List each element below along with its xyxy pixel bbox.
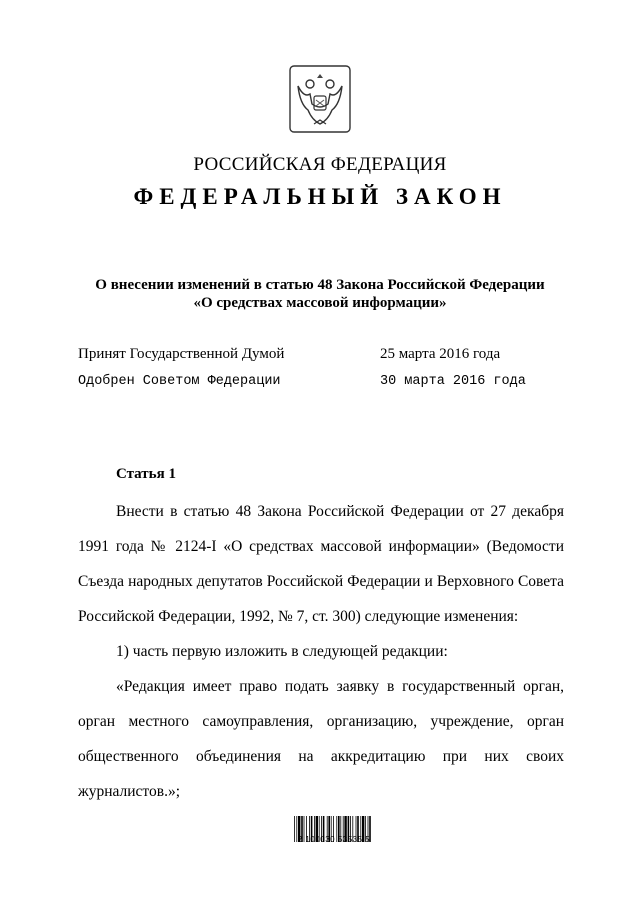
law-title-line1: О внесении изменений в статью 48 Закона Российской Федерации [95, 277, 545, 293]
council-label: Одобрен Советом Федерации [78, 374, 281, 389]
council-date: 30 марта 2016 года [380, 374, 526, 389]
law-title-line2: «О средствах массовой информации» [193, 295, 447, 311]
country-name: РОССИЙСКАЯ ФЕДЕРАЦИЯ [193, 154, 447, 175]
article-heading: Статья 1 [116, 466, 176, 482]
duma-date: 25 марта 2016 года [380, 346, 501, 362]
article-paragraph-2: 1) часть первую изложить в следующей редакции: [116, 643, 448, 660]
law-title [60, 276, 580, 312]
adoption-duma-row [78, 346, 558, 366]
article-paragraph-3: «Редакция имеет право подать заявку в государственный орган, орган местного самоуправления, организацию, учреждение, орган общественного объединения на аккредитацию при них своих журналистов.»; [78, 678, 564, 800]
coat-of-arms-icon [288, 64, 352, 136]
duma-label: Принят Государственной Думой [78, 346, 285, 362]
article-paragraph-1: Внести в статью 48 Закона Российской Федерации от 27 декабря 1991 года № 2124-I «О средствах массовой информации» (Ведомости Съезда народных депутатов Российской Федерации и Верховного Совета Российской Федерации, 1992, № 7, ст. 300) следующие изменения: [78, 503, 564, 625]
barcode-number: 2 100030 53535 5 [297, 835, 371, 844]
adoption-council-row [78, 374, 558, 394]
document-type: ФЕДЕРАЛЬНЫЙ ЗАКОН [133, 184, 507, 209]
